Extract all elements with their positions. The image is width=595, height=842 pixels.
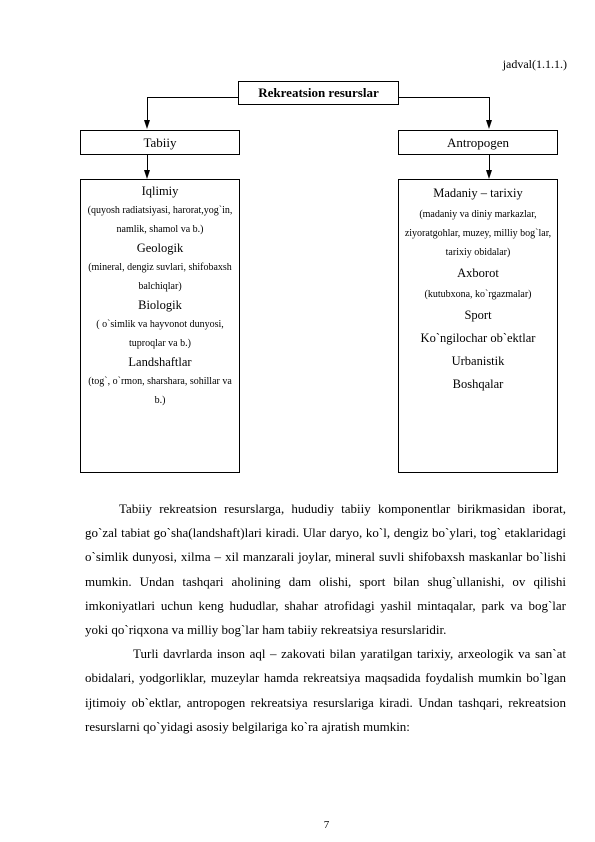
list-item-title: Biologik — [138, 298, 182, 312]
list-item-title: Madaniy – tarixiy — [433, 186, 523, 200]
arrow-down-icon — [144, 170, 150, 179]
connector-right-lower — [489, 155, 490, 170]
paragraph: Turli davrlarda inson aql – zakovati bilan yaratilgan tarixiy, arxeologik va san`at obidalari, yodgorliklar, muzeylar hamda rekreatsiya maqsadida foydalish mumkin bo`lgan ijtimoiy ob`ektlar, antropogen rekreatsiya resurslariga kiradi. Undan tashqari, rekreatsion resurslarni qo`yidagi asosiy belgilariga ko`ra ajratish mumkin: — [85, 646, 566, 734]
connector-left-horizontal — [147, 97, 238, 98]
anthropogenic-header-box: Antropogen — [398, 130, 558, 155]
anthropogenic-resources-list — [398, 179, 558, 473]
list-item-title: Geologik — [136, 241, 184, 255]
list-item-detail: ( o`simlik va hayvonot dunyosi, tuproqlar va b.) — [96, 319, 224, 349]
list-item-detail: (quyosh radiatsiyasi, harorat,yog`in, namlik, shamol va b.) — [87, 205, 233, 235]
list-item-title: Sport — [464, 308, 492, 322]
body-text — [85, 497, 566, 739]
paragraph: Tabiiy rekreatsion resurslarga, hududiy tabiiy komponentlar birikmasidan iborat, go`zal tabiat go`sha(landshaft)lari kiradi. Ular daryo, ko`l, dengiz bo`ylari, tog` etaklaridagi o`simlik dunyosi, xilma – xil manzarali joylar, mineral suvli shifobaxsh maskanlar bo`lishi mumkin. Undan tashqari aholining dam olishi, sport bilan shug`ullanishi, ov qilishi imkoniyatlari uchun keng hududlar, shahar atrofidagi yashil mintaqalar, park va bog`lar yoki qo`riqxona va milliy bog`lar ham tabiiy rekreatsiya resurslaridir. — [85, 501, 566, 638]
list-item-detail: (tog`, o`rmon, sharshara, sohillar va b.) — [88, 376, 232, 406]
arrow-down-icon — [486, 170, 492, 179]
list-item-title: Boshqalar — [452, 377, 504, 391]
connector-right-vertical — [489, 97, 490, 121]
list-item-title: Axborot — [457, 266, 499, 280]
table-caption: jadval(1.1.1.) — [502, 57, 567, 71]
list-item-title: Ko`ngilochar ob`ektlar — [420, 331, 536, 345]
list-item-detail: (madaniy va diniy markazlar, ziyoratgohlar, muzey, milliy bog`lar, tarixiy obidalar) — [404, 209, 552, 258]
arrow-down-icon — [486, 120, 492, 129]
natural-resources-list — [80, 179, 240, 473]
arrow-down-icon — [144, 120, 150, 129]
list-item-detail: (kutubxona, ko`rgazmalar) — [424, 289, 532, 300]
natural-header-box: Tabiiy — [80, 130, 240, 155]
connector-left-lower — [147, 155, 148, 170]
page-number: 7 — [323, 819, 330, 831]
diagram-root-box: Rekreatsion resurslar — [238, 81, 399, 105]
connector-left-vertical — [147, 97, 148, 121]
connector-right-horizontal — [399, 97, 490, 98]
list-item-title: Urbanistik — [451, 354, 505, 368]
list-item-title: Iqlimiy — [141, 184, 179, 198]
list-item-title: Landshaftlar — [128, 355, 192, 369]
list-item-detail: (mineral, dengiz suvlari, shifobaxsh balchiqlar) — [88, 262, 232, 292]
